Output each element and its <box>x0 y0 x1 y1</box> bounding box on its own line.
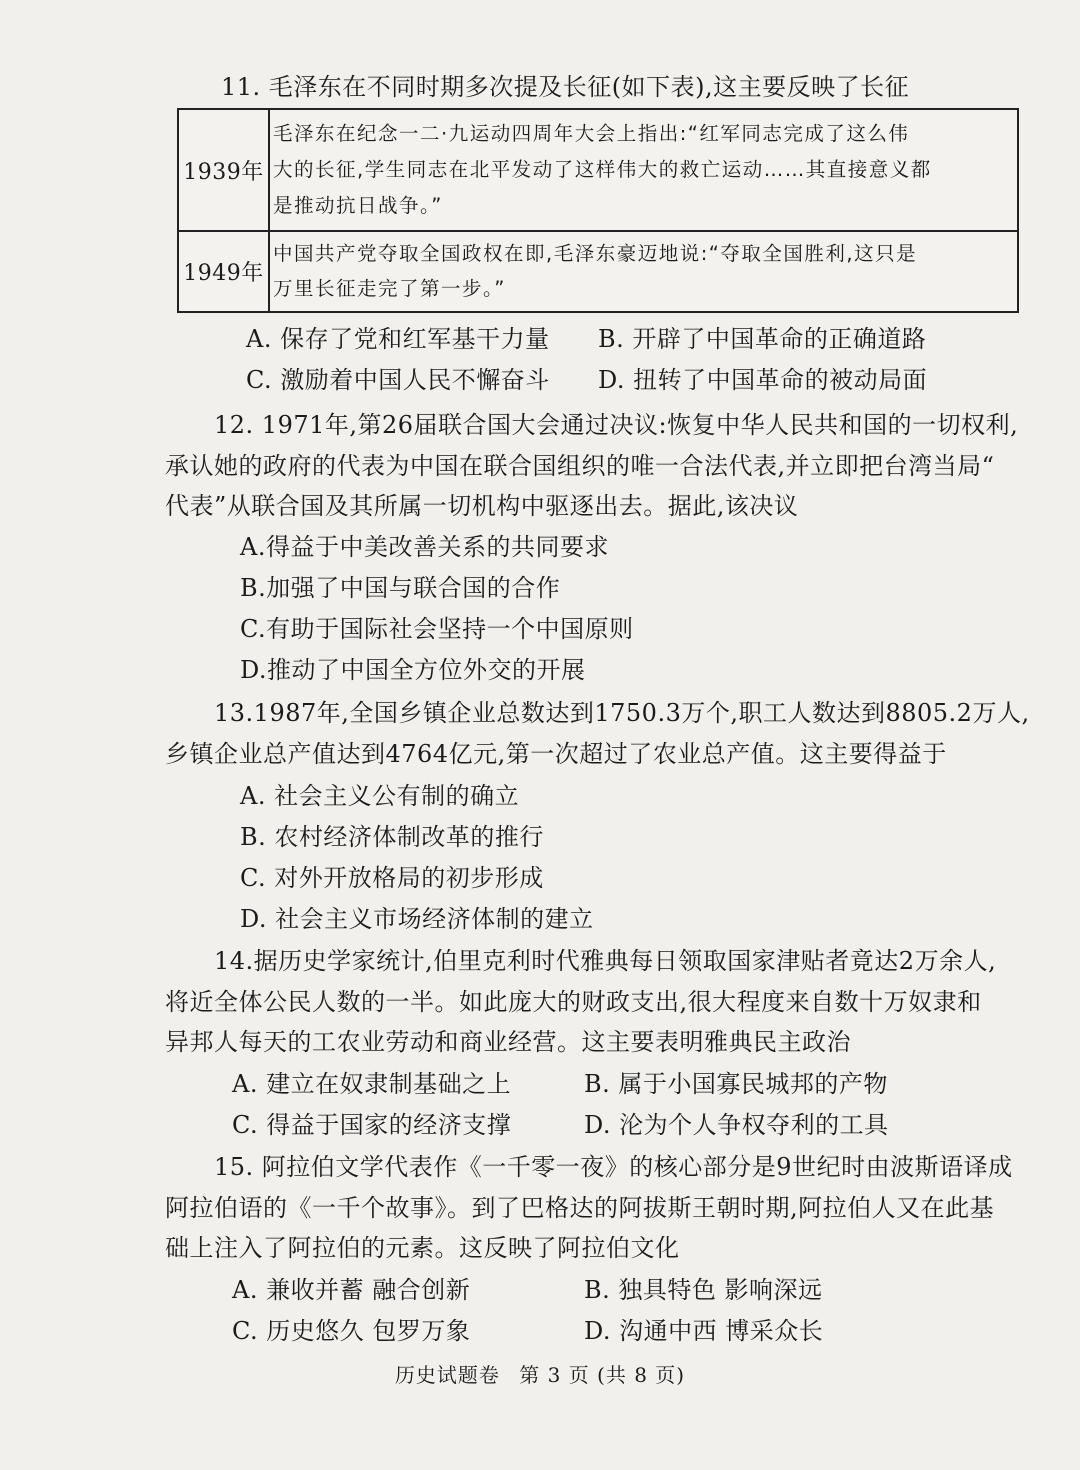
q15-option-d: D. 沟通中西 博采众长 <box>584 1317 824 1345</box>
q14-stem-line: 将近全体公民人数的一半。如此庞大的财政支出,很大程度来自数十万奴隶和 <box>165 988 982 1016</box>
q14-stem-line: 14.据历史学家统计,伯里克利时代雅典每日领取国家津贴者竟达2万余人, <box>214 947 997 975</box>
q13-option-c: C. 对外开放格局的初步形成 <box>240 864 544 892</box>
q13-stem-line: 乡镇企业总产值达到4764亿元,第一次超过了农业总产值。这主要得益于 <box>165 740 947 768</box>
q13-option-a: A. 社会主义公有制的确立 <box>240 782 520 810</box>
q13-option-d: D. 社会主义市场经济体制的建立 <box>240 905 594 933</box>
q11-option-c: C. 激励着中国人民不懈奋斗 <box>246 366 550 394</box>
q14-option-c: C. 得益于国家的经济支撑 <box>232 1111 512 1139</box>
q11-option-d: D. 扭转了中国革命的被动局面 <box>598 366 928 394</box>
q12-option-d: D.推动了中国全方位外交的开展 <box>240 656 586 684</box>
q11-table-text-line: 大的长征,学生同志在北平发动了这样伟大的救亡运动……其直接意义都 <box>273 158 932 181</box>
q15-stem-line: 阿拉伯语的《一千个故事》。到了巴格达的阿拔斯王朝时期,阿拉伯人又在此基 <box>165 1194 995 1222</box>
q12-option-b: B.加强了中国与联合国的合作 <box>240 574 561 602</box>
q15-option-b: B. 独具特色 影响深远 <box>584 1276 823 1304</box>
q11-option-b: B. 开辟了中国革命的正确道路 <box>598 325 927 353</box>
q11-table-year: 1939年 <box>179 110 270 230</box>
q12-stem-line: 承认她的政府的代表为中国在联合国组织的唯一合法代表,并立即把台湾当局“ <box>165 452 995 480</box>
q14-stem-line: 异邦人每天的工农业劳动和商业经营。这主要表明雅典民主政治 <box>165 1028 851 1056</box>
q15-stem-line: 15. 阿拉伯文学代表作《一千零一夜》的核心部分是9世纪时由波斯语译成 <box>214 1153 1013 1181</box>
footer-page-number: 第 3 页 (共 8 页) <box>519 1363 686 1387</box>
q11-table-text <box>271 232 1013 311</box>
q13-stem-line: 13.1987年,全国乡镇企业总数达到1750.3万个,职工人数达到8805.2万人, <box>214 699 1030 727</box>
q15-stem-line: 础上注入了阿拉伯的元素。这反映了阿拉伯文化 <box>165 1234 680 1262</box>
q13-option-b: B. 农村经济体制改革的推行 <box>240 823 544 851</box>
q14-option-b: B. 属于小国寡民城邦的产物 <box>584 1070 888 1098</box>
page-footer <box>0 1359 1080 1388</box>
q11-table-row <box>179 232 1017 311</box>
q11-table-year: 1949年 <box>179 232 270 311</box>
q11-option-a: A. 保存了党和红军基干力量 <box>246 325 550 353</box>
q11-table-text-line: 万里长征走完了第一步。” <box>273 277 506 300</box>
q14-option-d: D. 沦为个人争权夺利的工具 <box>584 1111 889 1139</box>
q12-option-a: A.得益于中美改善关系的共同要求 <box>240 533 609 561</box>
q11-table-text-line: 是推动抗日战争。” <box>273 194 443 217</box>
q14-option-a: A. 建立在奴隶制基础之上 <box>232 1070 512 1098</box>
q12-stem-line: 12. 1971年,第26届联合国大会通过决议:恢复中华人民共和国的一切权利, <box>214 411 1019 439</box>
q11-stem: 11. 毛泽东在不同时期多次提及长征(如下表),这主要反映了长征 <box>221 73 910 101</box>
q11-table-row <box>179 110 1017 232</box>
q12-option-c: C.有助于国际社会坚持一个中国原则 <box>240 615 634 643</box>
q11-table <box>177 108 1019 313</box>
q11-table-text-line: 中国共产党夺取全国政权在即,毛泽东豪迈地说:“夺取全国胜利,这只是 <box>273 242 918 265</box>
q11-table-text <box>271 110 1013 230</box>
q15-option-a: A. 兼收并蓄 融合创新 <box>232 1276 471 1304</box>
q11-table-text-line: 毛泽东在纪念一二·九运动四周年大会上指出:“红军同志完成了这么伟 <box>273 122 910 145</box>
q15-option-c: C. 历史悠久 包罗万象 <box>232 1317 471 1345</box>
footer-subject: 历史试题卷 <box>394 1363 500 1387</box>
q12-stem-line: 代表”从联合国及其所属一切机构中驱逐出去。据此,该决议 <box>165 492 799 520</box>
